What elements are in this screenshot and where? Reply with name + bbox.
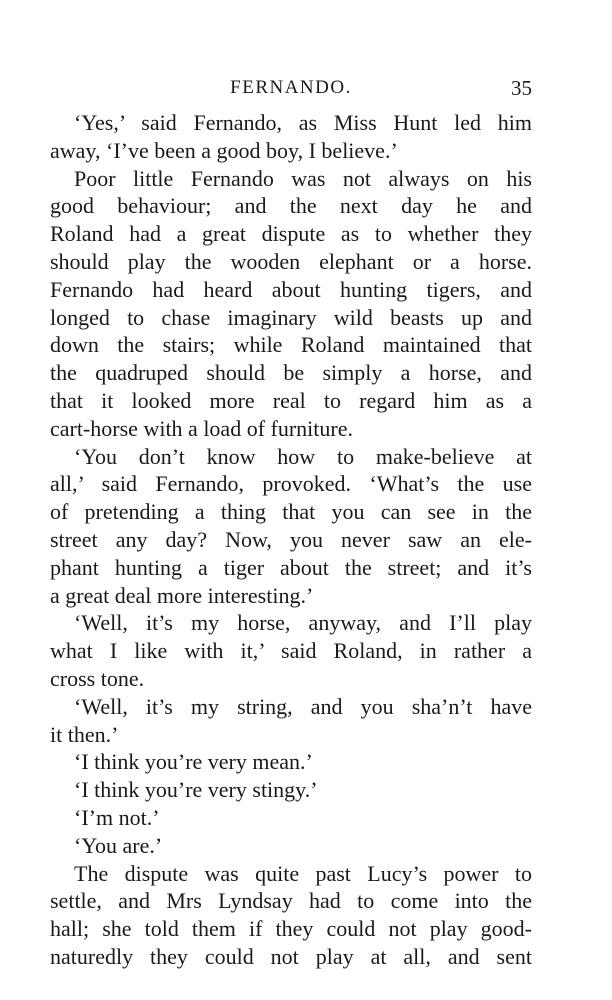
text-line: ‘You are.’ (74, 832, 163, 858)
page-number: 35 (511, 76, 532, 100)
text-line: ‘Well, it’s my string, and you sha’n’t have (74, 693, 532, 719)
text-line: ‘I think you’re very mean.’ (74, 749, 313, 775)
text-line: of pretending a thing that you can see in the (50, 499, 532, 525)
text-line: a great deal more interesting.’ (50, 582, 314, 608)
text-line: Fernando had heard about hunting tigers, and (50, 276, 532, 302)
text-line: that it looked more real to regard him as a (50, 387, 532, 413)
text-line: it then.’ (50, 721, 119, 747)
text-line: Poor little Fernando was not always on his (74, 165, 532, 191)
text-line: the quadruped should be simply a horse, and (50, 360, 532, 386)
text-line: settle, and Mrs Lyndsay had to come into the (50, 888, 532, 914)
text-line: all,’ said Fernando, provoked. ‘What’s the use (50, 471, 532, 497)
running-title: FERNANDO. (230, 77, 352, 98)
text-line: ‘Well, it’s my horse, anyway, and I’ll play (74, 610, 532, 636)
text-line: The dispute was quite past Lucy’s power to (74, 860, 532, 886)
text-line: longed to chase imaginary wild beasts up and (50, 304, 532, 330)
text-line: what I like with it,’ said Roland, in rather a (50, 638, 532, 664)
text-line: hall; she told them if they could not play good- (50, 916, 532, 942)
text-line: Roland had a great dispute as to whether they (50, 221, 532, 247)
text-line: good behaviour; and the next day he and (50, 193, 532, 219)
text-line: ‘You don’t know how to make-believe at (74, 443, 532, 469)
text-line: away, ‘I’ve been a good boy, I believe.’ (50, 137, 398, 163)
text-line: cart-horse with a load of furniture. (50, 415, 353, 441)
text-line: naturedly they could not play at all, and sent (50, 943, 532, 969)
text-line: cross tone. (50, 665, 145, 691)
running-head (50, 73, 532, 103)
text-line: phant hunting a tiger about the street; and it’s (50, 554, 532, 580)
text-line: ‘I’m not.’ (74, 804, 160, 830)
body-text (50, 109, 532, 971)
text-line: down the stairs; while Roland maintained that (50, 332, 532, 358)
text-line: should play the wooden elephant or a horse. (50, 248, 532, 274)
text-line: ‘Yes,’ said Fernando, as Miss Hunt led him (74, 110, 532, 135)
text-line: street any day? Now, you never saw an ele- (50, 526, 532, 552)
text-line: ‘I think you’re very stingy.’ (74, 777, 318, 803)
